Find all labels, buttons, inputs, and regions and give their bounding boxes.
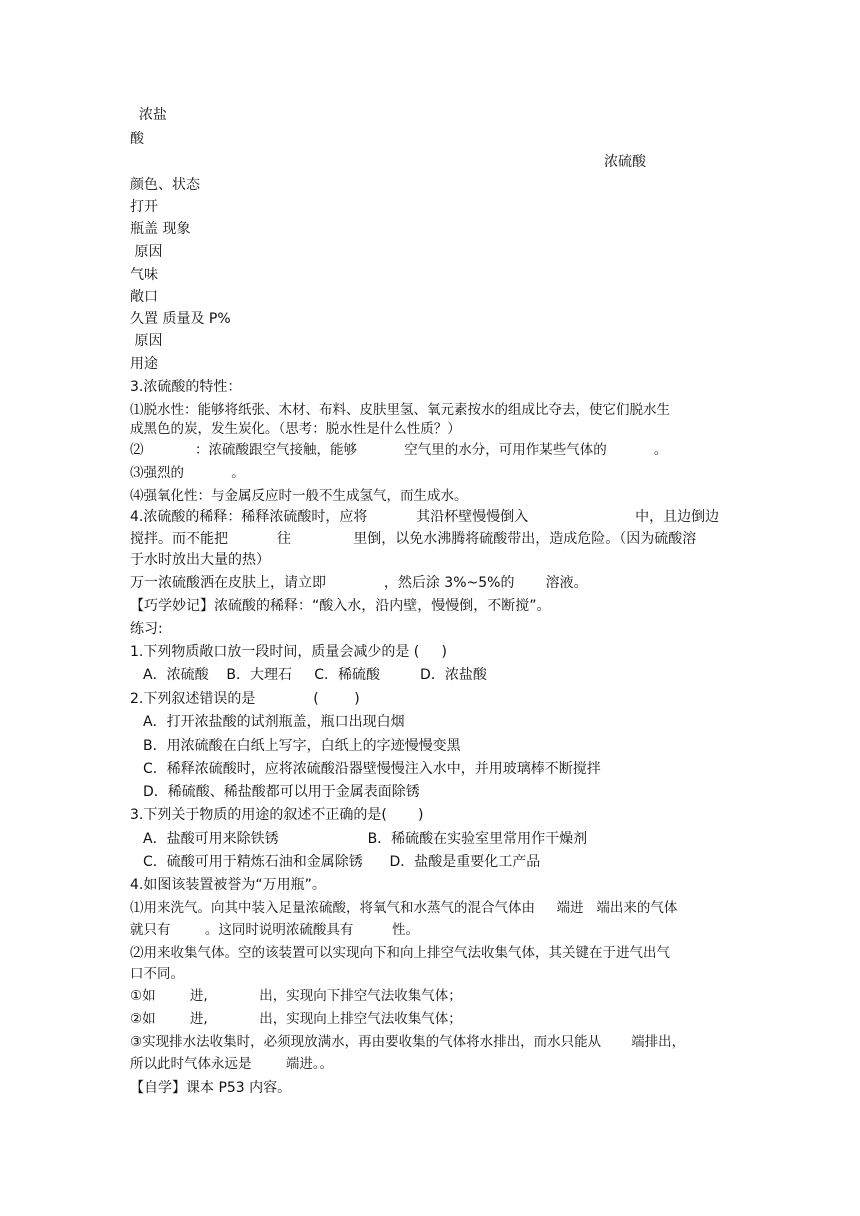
table-row-label: 原因 bbox=[130, 333, 163, 349]
question-2: 2.下列叙述错误的是 ( ) bbox=[130, 691, 360, 707]
question-4-part-2: ⑵用来收集气体。空的该装置可以实现向下和向上排空气法收集气体，其关键在于进气出气 bbox=[130, 945, 670, 961]
question-2-option-c: C．稀释浓硫酸时，应将浓硫酸沿器壁慢慢注入水中，并用玻璃棒不断搅拌 bbox=[143, 761, 601, 777]
question-2-option-d: D．稀硫酸、稀盐酸都可以用于金属表面除锈 bbox=[143, 784, 420, 800]
question-2-option-b: B．用浓硫酸在白纸上写字，白纸上的字迹慢慢变黑 bbox=[143, 738, 461, 754]
table-col-hcl-line2: 酸 bbox=[130, 131, 144, 147]
section-3-item-1-cont: 成黑色的炭，发生炭化。（思考：脱水性是什么性质？） bbox=[130, 421, 461, 437]
section-3-item-3: ⑶强烈的 。 bbox=[130, 465, 245, 481]
table-row-label: 原因 bbox=[130, 244, 163, 260]
table-row-label: 瓶盖 现象 bbox=[130, 221, 191, 237]
table-col-hcl-line1: 浓盐 bbox=[130, 107, 167, 123]
section-4-line-3: 于水时放出大量的热） bbox=[130, 552, 270, 568]
table-col-h2so4: 浓硫酸 bbox=[604, 154, 646, 170]
memory-tip: 【巧学妙记】浓硫酸的稀释：“酸入水，沿内壁，慢慢倒，不断搅”。 bbox=[130, 598, 551, 614]
table-row-label: 敞口 bbox=[130, 289, 158, 305]
table-row-label: 用途 bbox=[130, 356, 158, 372]
question-1: 1.下列物质敞口放一段时间，质量会减少的是 ( ) bbox=[130, 644, 447, 660]
question-3-options-ab: A．盐酸可用来除铁锈 B．稀硫酸在实验室里常用作干燥剂 bbox=[143, 831, 588, 847]
question-3: 3.下列关于物质的用途的叙述不正确的是( ) bbox=[130, 807, 424, 823]
table-row-label: 气味 bbox=[130, 267, 158, 283]
question-3-options-cd: C．硫酸可用于精炼石油和金属除锈 D．盐酸是重要化工产品 bbox=[143, 854, 541, 870]
section-4-line-2: 搅拌。而不能把 往 里倒，以免水沸腾将硫酸带出，造成危险。（因为硫酸溶 bbox=[130, 531, 697, 547]
section-3-item-1: ⑴脱水性：能够将纸张、木材、布料、皮肤里氢、氧元素按水的组成比夺去，使它们脱水生 bbox=[130, 402, 670, 418]
section-4-line-1: 4.浓硫酸的稀释：稀释浓硫酸时，应将 其沿杯壁慢慢倒入 中，且边倒边 bbox=[130, 509, 720, 525]
question-4-case-3: ③实现排水法收集时，必须现放满水，再由要收集的气体将水排出，而水只能从 端排出， bbox=[130, 1034, 686, 1050]
section-3-item-2: ⑵ ：浓硫酸跟空气接触，能够 空气里的水分，可用作某些气体的 。 bbox=[130, 442, 668, 458]
practice-title: 练习: bbox=[130, 621, 163, 637]
table-row-label: 久置 质量及 P% bbox=[130, 311, 231, 327]
question-1-options: A．浓硫酸 B．大理石 C．稀硫酸 D．浓盐酸 bbox=[143, 667, 487, 683]
question-4-case-2: ②如 进, 出，实现向上排空气法收集气体； bbox=[130, 1011, 462, 1027]
table-row-label: 打开 bbox=[130, 199, 158, 215]
question-4-part-2-cont: 口不同。 bbox=[130, 966, 184, 982]
section-4-line-4: 万一浓硫酸洒在皮肤上，请立即 ，然后涂 3%~5%的 溶液。 bbox=[130, 575, 588, 591]
question-4-case-3-cont: 所以此时气体永远是 端进。。 bbox=[130, 1056, 334, 1072]
question-4-case-1: ①如 进, 出，实现向下排空气法收集气体； bbox=[130, 988, 462, 1004]
question-2-option-a: A．打开浓盐酸的试剂瓶盖，瓶口出现白烟 bbox=[143, 714, 405, 730]
question-4-part-1: ⑴用来洗气。向其中装入足量浓硫酸，将氧气和水蒸气的混合气体由 端进 端出来的气体 bbox=[130, 900, 678, 916]
self-study-note: 【自学】课本 P53 内容。 bbox=[130, 1080, 292, 1096]
section-3-item-4: ⑷强氧化性：与金属反应时一般不生成氢气，而生成水。 bbox=[130, 488, 468, 504]
section-3-title: 3.浓硫酸的特性： bbox=[130, 379, 242, 395]
table-row-label: 颜色、状态 bbox=[130, 177, 200, 193]
question-4: 4.如图该装置被誉为“万用瓶”。 bbox=[130, 877, 326, 893]
question-4-part-1-cont: 就只有 。这同时说明浓硫酸具有 性。 bbox=[130, 922, 419, 938]
